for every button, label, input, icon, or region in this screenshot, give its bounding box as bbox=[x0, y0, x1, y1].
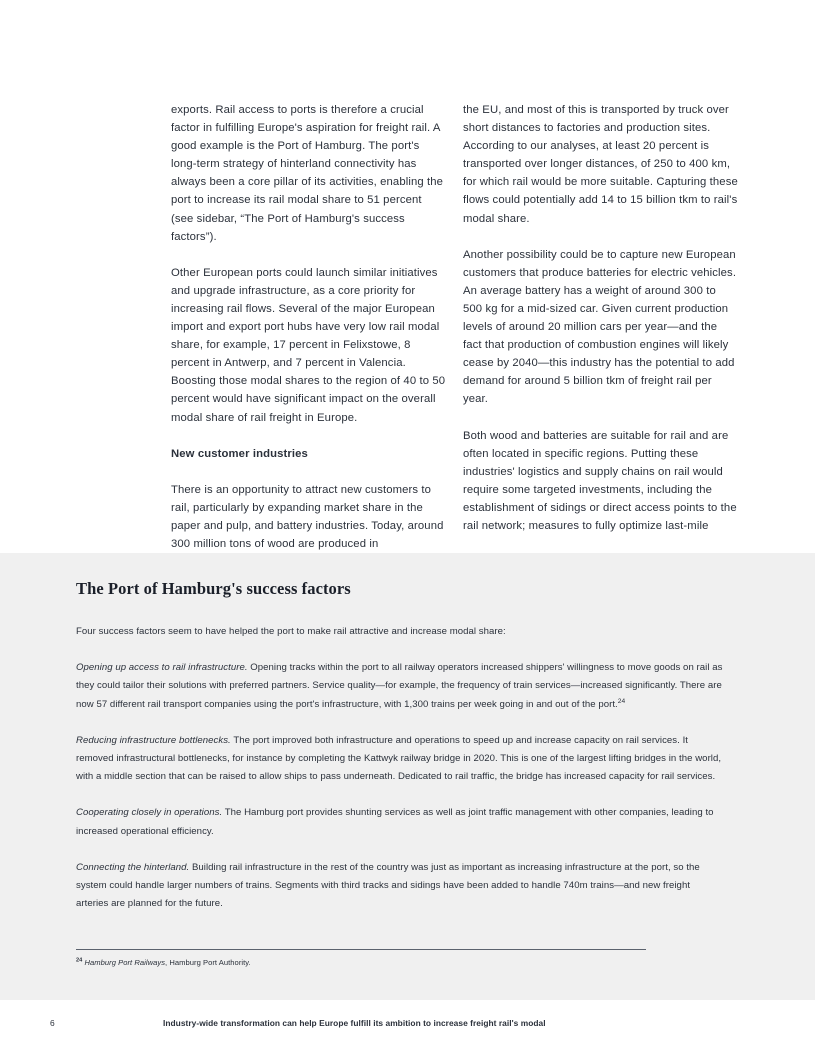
factor-lead: Opening up access to rail infrastructure. bbox=[76, 662, 248, 674]
paragraph: Both wood and batteries are suitable for rail and are often located in specific regions. Putting these industries' logistics and supply chains on rail would require some targeted investments, including the establishment of sidings or direct access points to the rail network; measures to fully optimize last-mile bbox=[463, 429, 737, 532]
sidebar-factor bbox=[76, 732, 724, 787]
factor-text: The port improved both infrastructure and operations to speed up and increase capacity on rail services. It removed infrastructural bottlenecks, for instance by completing the Kattwyk railway bridge in 2020. This is one of the largest lifting bridges in the world, with a middle section that can be raised to allow ships to pass underneath. Dedicated to rail traffic, the bridge has increased capacity for rail services. bbox=[76, 734, 722, 783]
sidebar-callout-band bbox=[0, 553, 815, 1000]
paragraph: There is an opportunity to attract new customers to rail, particularly by expanding market share in the paper and pulp, and battery industries. Today, around 300 million tons of wood are produced in bbox=[171, 483, 444, 550]
footnote-source: , Hamburg Port Authority. bbox=[165, 958, 251, 967]
footer-running-title: Industry-wide transformation can help Europe fulfill its ambition to increase freight rail's modal bbox=[163, 1018, 546, 1028]
footnote-divider bbox=[76, 949, 646, 950]
page-number: 6 bbox=[50, 1018, 55, 1028]
factor-text: Opening tracks within the port to all railway operators increased shippers' willingness to move goods on rail as they could tailor their solutions with preferred partners. Service quality—for example, the frequency of train services—increased significantly. There are now 57 different rail transport companies using the port's infrastructure, with 1,300 trains per week going in and out of the port. bbox=[76, 662, 723, 710]
paragraph: exports. Rail access to ports is therefore a crucial factor in fulfilling Europe's aspiration for freight rail. A good example is the Port of Hamburg. The port's long-term strategy of hinterland connectivity has always been a core pillar of its activities, enabling the port to increase its rail modal share to 51 percent (see sidebar, “The Port of Hamburg's success factors”). bbox=[171, 104, 444, 243]
factor-text: The Hamburg port provides shunting services as well as joint traffic management with other companies, leading to increased operational efficiency. bbox=[76, 807, 714, 837]
factor-lead: Connecting the hinterland. bbox=[76, 861, 190, 873]
right-column bbox=[463, 101, 738, 553]
factor-lead: Reducing infrastructure bottlenecks. bbox=[76, 734, 231, 746]
sidebar-factor bbox=[76, 859, 724, 914]
footnote-section bbox=[76, 949, 646, 968]
paragraph: Other European ports could launch similar initiatives and upgrade infrastructure, as a core priority for increasing rail flows. Several of the major European import and export port hubs have very low rail modal share, for example, 17 percent in Felixstowe, 8 percent in Antwerp, and 7 percent in Valencia. Boosting those modal shares to the region of 40 to 50 percent would have significant impact on the overall modal share of rail freight in Europe. bbox=[171, 266, 446, 424]
sidebar-title: The Port of Hamburg's success factors bbox=[76, 579, 351, 598]
factor-lead: Cooperating closely in operations. bbox=[76, 807, 223, 819]
sidebar-intro: Four success factors seem to have helped the port to make rail attractive and increase modal share: bbox=[76, 626, 506, 637]
left-column bbox=[171, 101, 446, 553]
footnote-number: 24 bbox=[76, 957, 83, 964]
sidebar-factor bbox=[76, 659, 724, 714]
footnote-text bbox=[76, 957, 646, 968]
sidebar-content bbox=[76, 579, 724, 931]
subheading-new-customer-industries: New customer industries bbox=[171, 447, 308, 460]
body-columns bbox=[171, 101, 739, 553]
paragraph: Another possibility could be to capture new European customers that produce batteries for electric vehicles. An average battery has a weight of around 300 to 500 kg for a mid-sized car. Given current production levels of around 20 million cars per year—and the fact that production of combustion engines will likely cease by 2040—this industry has the potential to add demand for around 5 billion tkm of freight rail per year. bbox=[463, 248, 737, 406]
factor-text: Building rail infrastructure in the rest of the country was just as important as increasing infrastructure at the port, so the system could handle larger numbers of trains. Segments with third tracks and sidings have been added to handle 740m trains—and new freight arteries are planned for the future. bbox=[76, 861, 700, 910]
footnote-title: Hamburg Port Railways bbox=[84, 958, 166, 967]
paragraph: the EU, and most of this is transported by truck over short distances to factories and production sites. According to our analyses, at least 20 percent is transported over longer distances, of 250 to 400 km, for which rail would be more suitable. Capturing these flows could potentially add 14 to 15 billion tkm to rail's modal share. bbox=[463, 104, 738, 225]
sidebar-factor bbox=[76, 804, 724, 840]
page-footer bbox=[0, 1018, 815, 1038]
footnote-marker: 24 bbox=[617, 697, 626, 705]
